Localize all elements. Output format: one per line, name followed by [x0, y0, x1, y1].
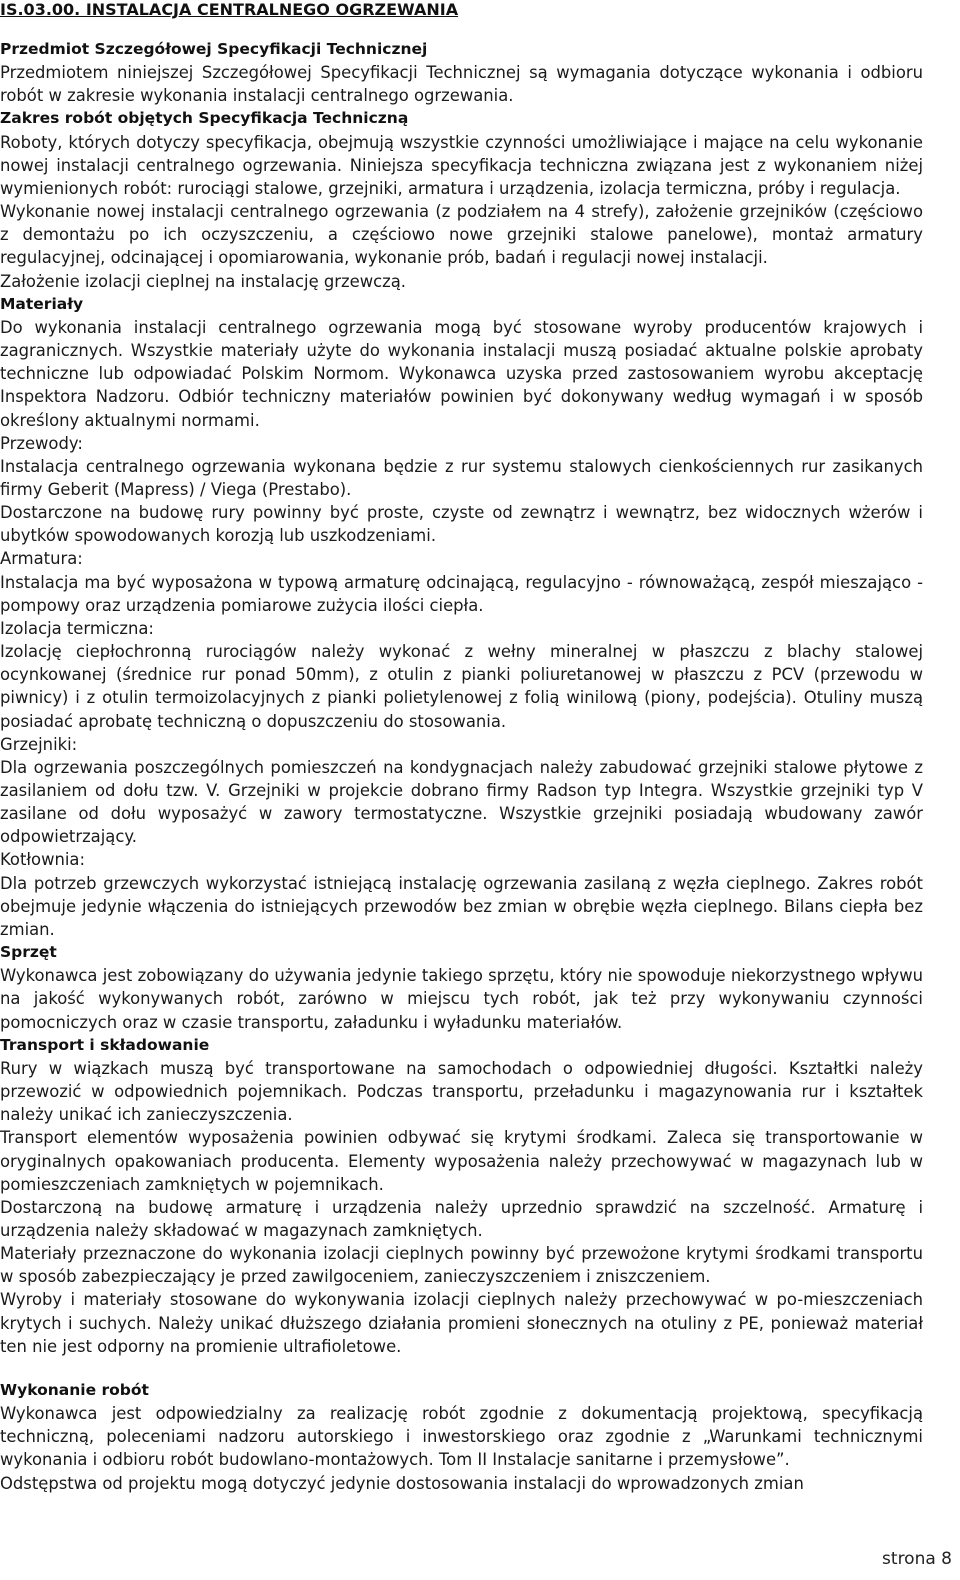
- paragraph-wykonanie-2: Odstępstwa od projektu mogą dotyczyć jedynie dostosowania instalacji do wprowadzonych zmian: [0, 1473, 804, 1493]
- paragraph-grzejniki: Dla ogrzewania poszczególnych pomieszczeń na kondygnacjach należy zabudować grzejniki stalowe płytowe z zasilaniem od dołu tzw. V. Grzejniki w projekcie dobrano firmy Radson typ Integra. Wszystkie grzejniki typ V zasilane od dołu wyposażyć w zawory termostatyczne. Wszystkie grzejniki posiadają wbudowany zawór odpowietrzający.: [0, 757, 923, 847]
- document-id-title: IS.03.00. INSTALACJA CENTRALNEGO OGRZEWANIA: [0, 0, 459, 19]
- paragraph-sprzet: Wykonawca jest zobowiązany do używania jedynie takiego sprzętu, który nie spowoduje niekorzystnego wpływu na jakość wykonywanych robót, zarówno w miejscu tych robót, jak też przy wykonywaniu czynności pomocniczych oraz w czasie transportu, załadunku i wyładunku materiałów.: [0, 966, 923, 1032]
- section-spacer: [0, 1358, 923, 1379]
- subheading-armatura: Armatura:: [0, 549, 83, 569]
- paragraph-wykonanie-1: Wykonawca jest odpowiedzialny za realizację robót zgodnie z dokumentacją projektową, specyfikacją techniczną, poleceniami nadzoru autorskiego i inwestorskiego oraz zgodnie z „Warunkami technicznymi wykonania i odbioru robót budowlano-montażowych. Tom II Instalacje sanitarne i przemysłowe”.: [0, 1404, 923, 1470]
- subheading-przewody: Przewody:: [0, 433, 83, 453]
- section-heading-transport: Transport i składowanie: [0, 1035, 210, 1054]
- paragraph-przedmiot: Przedmiotem niniejszej Szczegółowej Specyfikacji Technicznej są wymagania dotyczące wykonania i odbioru robót w zakresie wykonania instalacji centralnego ogrzewania.: [0, 63, 923, 106]
- page-number: strona 8: [882, 1549, 952, 1569]
- paragraph-transport-2: Transport elementów wyposażenia powinien odbywać się krytymi środkami. Zaleca się transportowanie w oryginalnych opakowaniach producenta. Elementy wyposażenia należy przechowywać w magazynach lub w pomieszczeniach zamkniętych w pojemnikach.: [0, 1128, 923, 1194]
- paragraph-izolacja: Izolację ciepłochronną rurociągów należy wykonać z wełny mineralnej w płaszczu z blachy stalowej ocynkowanej (średnice rur ponad 50mm), z otulin z pianki poliuretanowej w płaszczu z PCV (przewodu w piwnicy) i z otulin termoizolacyjnych z pianki polietylenowej z folią winilową (piony, podejścia). Otuliny muszą posiadać aprobatę techniczną o dopuszczeniu do stosowania.: [0, 642, 923, 731]
- subheading-izolacja: Izolacja termiczna:: [0, 618, 154, 638]
- paragraph-armatura: Instalacja ma być wyposażona w typową armaturę odcinającą, regulacyjno - równoważącą, zespół mieszająco - pompowy oraz urządzenia pomiarowe zużycia ilości ciepła.: [0, 572, 923, 615]
- section-heading-wykonanie: Wykonanie robót: [0, 1380, 149, 1399]
- paragraph-transport-5: Wyroby i materiały stosowane do wykonywania izolacji cieplnych należy przechowywać w po-mieszczeniach krytych i suchych. Należy unikać dłuższego działania promieni słonecznych na otuliny z PE, ponieważ materiał ten nie jest odporny na promienie ultrafioletowe.: [0, 1290, 923, 1356]
- paragraph-kotlownia: Dla potrzeb grzewczych wykorzystać istniejącą instalację ogrzewania zasilaną z węzła cieplnego. Zakres robót obejmuje jedynie włączenia do istniejących przewodów bez zmian w obrębie węzła cieplnego. Bilans ciepła bez zmian.: [0, 873, 923, 939]
- paragraph-zakres-1: Roboty, których dotyczy specyfikacja, obejmują wszystkie czynności umożliwiające i mające na celu wykonanie nowej instalacji centralnego ogrzewania. Niniejsza specyfikacja techniczna związana jest z wykonaniem niżej wymienionych robót: rurociągi stalowe, grzejniki, armatura i urządzenia, izolacja termiczna, próby i regulacja.: [0, 132, 923, 198]
- subheading-kotlownia: Kotłownia:: [0, 850, 85, 870]
- paragraph-zakres-2: Wykonanie nowej instalacji centralnego ogrzewania (z podziałem na 4 strefy), założenie grzejników (częściowo z demontażu po ich oczyszczeniu, a częściowo nowe grzejniki stalowe panelowe), montaż armatury regulacyjnej, odcinającej i opomiarowania, wykonanie prób, badań i regulacji nowej instalacji.: [0, 202, 923, 268]
- paragraph-transport-3: Dostarczoną na budowę armaturę i urządzenia należy uprzednio sprawdzić na szczelność. Armaturę i urządzenia należy składować w magazynach zamkniętych.: [0, 1197, 923, 1240]
- paragraph-przewody-2: Dostarczone na budowę rury powinny być proste, czyste od zewnątrz i wewnątrz, bez widocznych wżerów i ubytków spowodowanych korozją lub uszkodzeniami.: [0, 503, 923, 546]
- paragraph-transport-4: Materiały przeznaczone do wykonania izolacji cieplnych powinny być przewożone krytymi środkami transportu w sposób zabezpieczający je przed zawilgoceniem, zanieczyszczeniem i zniszczeniem.: [0, 1244, 923, 1287]
- section-heading-sprzet: Sprzęt: [0, 943, 57, 962]
- paragraph-zakres-3: Założenie izolacji cieplnej na instalację grzewczą.: [0, 271, 406, 291]
- subheading-grzejniki: Grzejniki:: [0, 734, 78, 754]
- section-heading-zakres: Zakres robót objętych Specyfikacja Techniczną: [0, 109, 409, 128]
- paragraph-transport-1: Rury w wiązkach muszą być transportowane na samochodach o odpowiedniej długości. Kształtki należy przewozić w odpowiednich pojemnikach. Podczas transportu, przeładunku i magazynowania rur i kształtek należy unikać ich zanieczyszczenia.: [0, 1058, 923, 1125]
- section-heading-materialy: Materiały: [0, 294, 84, 313]
- paragraph-przewody-1: Instalacja centralnego ogrzewania wykonana będzie z rur systemu stalowych cienkościennych rur zasikanych firmy Geberit (Mapress) / Viega (Prestabo).: [0, 456, 923, 499]
- section-heading-przedmiot: Przedmiot Szczegółowej Specyfikacji Technicznej: [0, 40, 428, 58]
- document-body: [0, 38, 923, 1495]
- paragraph-materialy: Do wykonania instalacji centralnego ogrzewania mogą być stosowane wyroby producentów krajowych i zagranicznych. Wszystkie materiały użyte do wykonania instalacji muszą posiadać aktualne polskie aprobaty techniczne lub odpowiadać Polskim Normom. Wykonawca uzyska przed zastosowaniem wyrobu akceptację Inspektora Nadzoru. Odbiór techniczny materiałów powinien być dokonywany według wymagań i w sposób określony aktualnymi normami.: [0, 317, 923, 430]
